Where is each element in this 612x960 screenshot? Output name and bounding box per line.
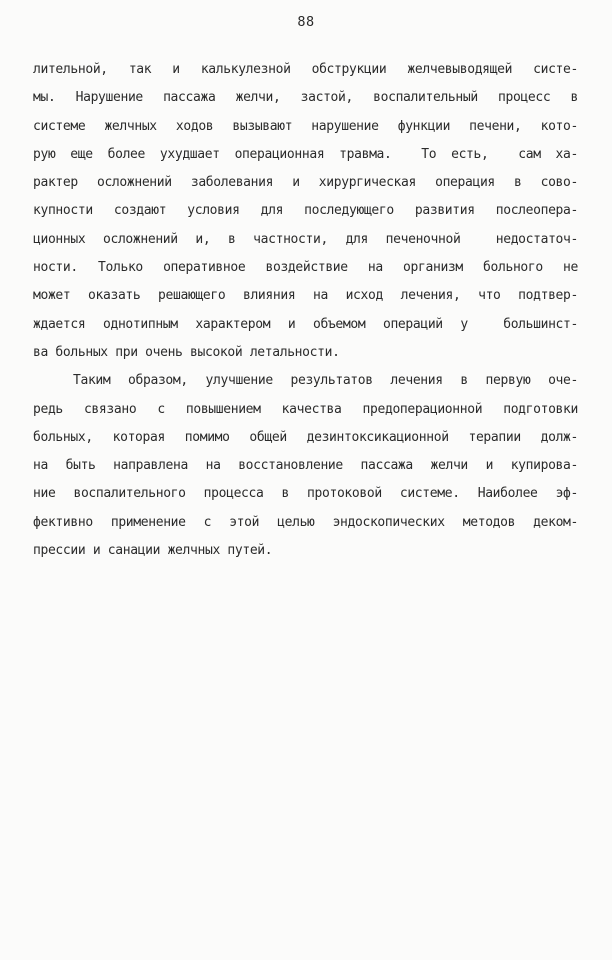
text-line: фективно применение с этой целью эндоскопических методов деком-	[33, 514, 578, 530]
body-text	[33, 56, 578, 565]
paragraph-1	[33, 56, 578, 367]
text-line: лительной, так и калькулезной обструкции желчевыводящей систе-	[33, 62, 578, 77]
text-line: ционных осложнений и, в частности, для печеночной недостаточ-	[33, 231, 578, 247]
page-number: 88	[297, 14, 315, 30]
text-line: может оказать решающего влияния на исход лечения, что подтвер-	[33, 288, 578, 304]
text-line: ждается однотипным характером и объемом операций у большинст-	[33, 316, 578, 332]
text-line: ва больных при очень высокой летальности.	[33, 344, 340, 360]
text-line: ности. Только оперативное воздействие на организм больного не	[33, 260, 578, 276]
text-line: прессии и санации желчных путей.	[33, 543, 273, 559]
text-line: Таким образом, улучшение результатов лечения в первую оче-	[73, 373, 578, 389]
text-line: редь связано с повышением качества предоперационной подготовки	[33, 401, 578, 417]
text-line: больных, которая помимо общей дезинтоксикационной терапии долж-	[33, 429, 578, 445]
text-line: мы. Нарушение пассажа желчи, застой, воспалительный процесс в	[33, 90, 578, 106]
text-line: рую еще более ухудшает операционная травма. То есть, сам ха-	[33, 146, 578, 162]
text-line: ние воспалительного процесса в протоковой системе. Наиболее эф-	[33, 486, 578, 502]
paragraph-2	[33, 367, 578, 565]
text-line: системе желчных ходов вызывают нарушение функции печени, кото-	[33, 118, 578, 134]
text-line: рактер осложнений заболевания и хирургическая операция в сово-	[33, 175, 578, 191]
text-line: купности создают условия для последующего развития послеопера-	[33, 203, 578, 219]
text-line: на быть направлена на восстановление пассажа желчи и купирова-	[33, 458, 578, 474]
